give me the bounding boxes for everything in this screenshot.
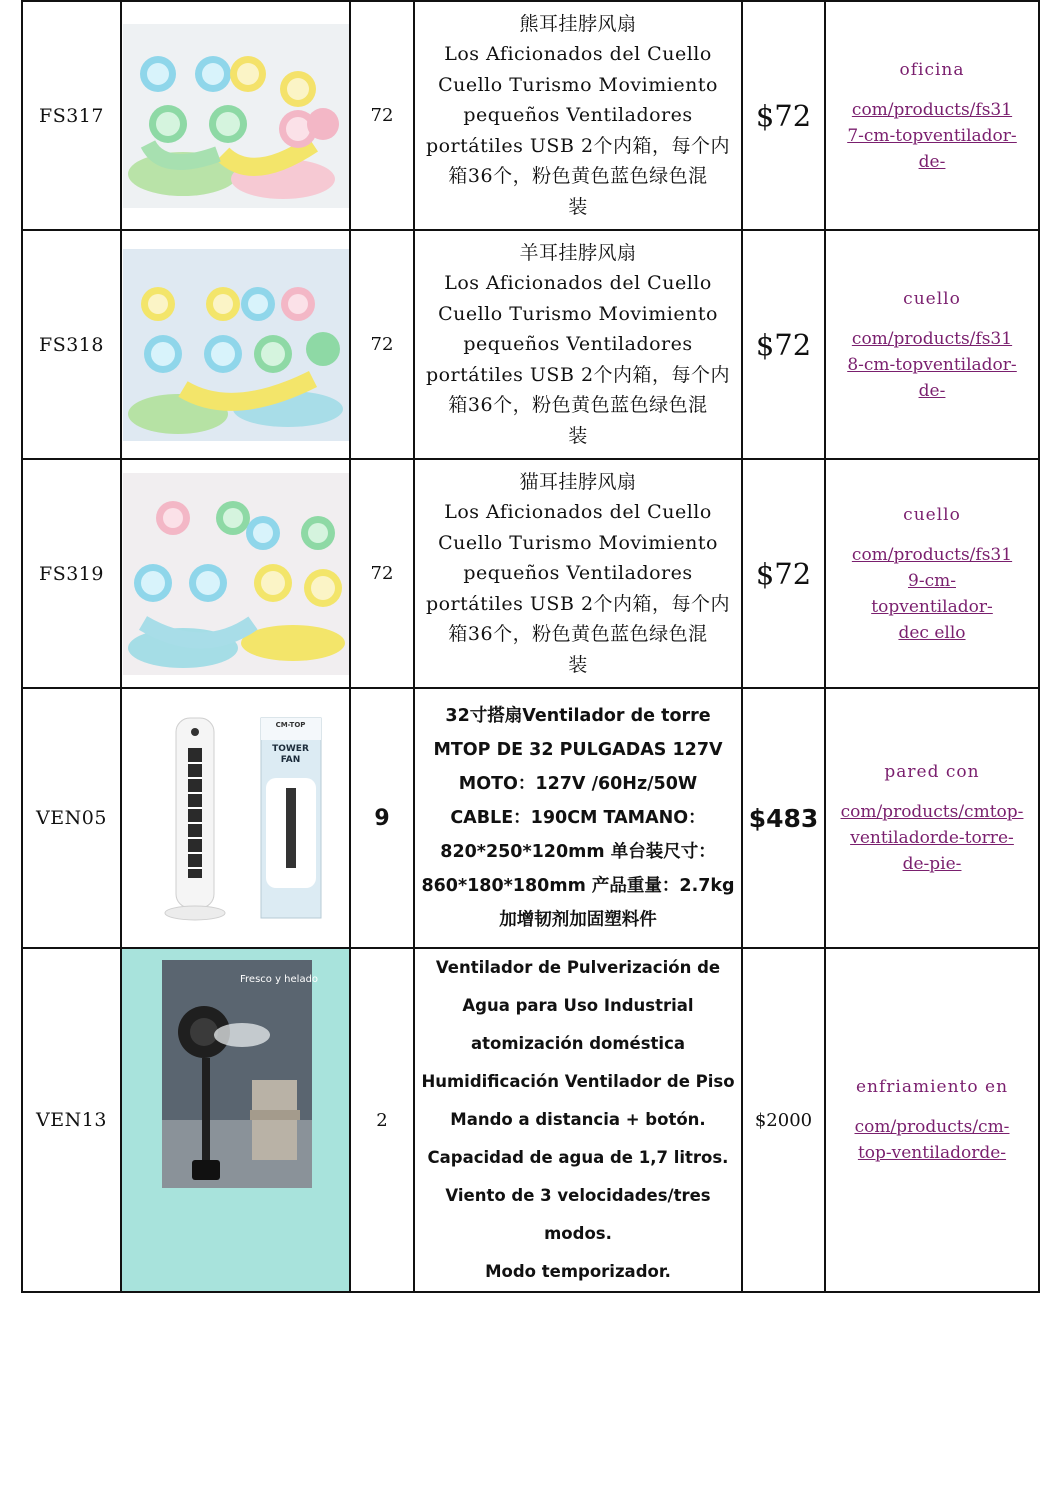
quantity: 2 [350,948,414,1292]
description-line: Viento de 3 velocidades/tres [445,1186,711,1205]
product-link[interactable] [826,97,1038,175]
description-line: Cuello Turismo Movimiento [438,302,718,325]
description-line: Cuello Turismo Movimiento [438,73,718,96]
neck-fan-cat-image [123,473,349,675]
product-title: 猫耳挂脖风扇 [519,470,637,493]
tower-fan-image [136,708,336,928]
product-code: FS317 [22,1,121,230]
product-image-cell [121,459,350,688]
product-code: FS319 [22,459,121,688]
description-line: portátiles USB 2个内箱，每个内 [425,363,731,386]
product-image-cell [121,688,350,948]
description-line: pequeños Ventiladores [463,104,693,127]
product-link[interactable] [826,542,1038,646]
product-link[interactable] [826,326,1038,404]
link-line[interactable]: com/products/fs31 [851,544,1013,565]
description-line: 箱36个，粉色黄色蓝色绿色混 [448,623,708,646]
description-line: CABLE：190CM TAMANO： [450,808,706,828]
quantity: 72 [350,459,414,688]
link-prefix: cuello [903,504,961,525]
product-link-cell [825,459,1039,688]
product-title: 羊耳挂脖风扇 [519,241,637,264]
link-line[interactable]: dec ello [898,622,966,643]
quantity: 9 [350,688,414,948]
link-line[interactable]: com/products/cmtop- [840,802,1024,822]
product-table-container [21,0,1040,1293]
link-prefix: enfriamiento en [855,1077,1009,1097]
mist-fan-poster-image [122,960,350,1280]
price: $72 [742,230,825,459]
product-image-cell [121,230,350,459]
description-line: Modo temporizador. [485,1262,671,1281]
link-prefix: cuello [903,288,961,309]
product-code: VEN13 [22,948,121,1292]
product-link-cell [825,1,1039,230]
product-title: 熊耳挂脖风扇 [519,12,637,35]
description-line: 装 [568,195,588,218]
description-line: 装 [568,424,588,447]
link-line[interactable]: de- [918,380,946,401]
product-table [21,0,1040,1293]
description-line: atomización doméstica [470,1034,686,1053]
link-line[interactable]: 7-cm-topventilador- [847,125,1017,146]
box-product-label: TOWER FAN [272,744,309,765]
product-image-cell [121,948,350,1292]
link-line[interactable]: 9-cm- [908,570,956,591]
product-description [414,1,742,230]
product-link-cell [825,230,1039,459]
neck-fan-bear-image [123,24,349,208]
link-line[interactable]: com/products/fs31 [851,99,1013,120]
link-prefix: oficina [899,59,965,80]
description-line: Los Aficionados del Cuello [444,43,712,66]
description-line: 860*180*180mm 产品重量：2.7kg [421,876,735,896]
description-line: pequeños Ventiladores [463,562,693,585]
quantity: 72 [350,230,414,459]
price: $72 [742,459,825,688]
description-line: Capacidad de agua de 1,7 litros. [427,1148,729,1167]
link-line[interactable]: com/products/cm- [854,1117,1010,1137]
description-line: Los Aficionados del Cuello [444,272,712,295]
table-row [22,459,1039,688]
link-line[interactable]: com/products/fs31 [851,328,1013,349]
description-line: MOTO：127V /60Hz/50W [458,774,698,794]
link-line[interactable]: ventiladorde-torre- [850,828,1014,848]
description-line: MTOP DE 32 PULGADAS 127V [433,740,723,760]
description-line: 箱36个，粉色黄色蓝色绿色混 [448,394,708,417]
product-description [414,948,742,1292]
description-line: Mando a distancia + botón. [450,1110,706,1129]
description-line: 32寸搭扇Ventilador de torre [445,706,711,726]
description-line: Los Aficionados del Cuello [444,501,712,524]
product-code: VEN05 [22,688,121,948]
description-line: pequeños Ventiladores [463,333,693,356]
price: $2000 [742,948,825,1292]
table-row [22,688,1039,948]
description-line: 箱36个，粉色黄色蓝色绿色混 [448,165,708,188]
box-brand-label: CM-TOP [275,721,306,729]
description-line: Humidificación Ventilador de Piso [421,1072,735,1091]
quantity: 72 [350,1,414,230]
description-line: portátiles USB 2个内箱，每个内 [425,134,731,157]
product-link-cell [825,688,1039,948]
description-line: 加增韧剂加固塑料件 [499,910,657,930]
link-line[interactable]: de- [918,151,946,172]
price: $483 [742,688,825,948]
link-prefix: pared con [884,762,980,782]
table-row [22,1,1039,230]
product-link[interactable] [826,1114,1038,1166]
link-line[interactable]: 8-cm-topventilador- [847,354,1017,375]
link-line[interactable]: top-ventiladorde- [857,1143,1007,1163]
description-line: 820*250*120mm 单台装尺寸： [440,842,716,862]
product-code: FS318 [22,230,121,459]
price: $72 [742,1,825,230]
product-link[interactable] [826,799,1038,877]
description-line: Ventilador de Pulverización de [435,958,721,977]
description-line: Cuello Turismo Movimiento [438,531,718,554]
table-row [22,230,1039,459]
description-line: modos. [544,1224,612,1243]
description-line: portátiles USB 2个内箱，每个内 [425,592,731,615]
description-line: 装 [568,653,588,676]
link-line[interactable]: topventilador- [871,596,993,617]
description-line: Agua para Uso Industrial [462,996,694,1015]
poster-caption: Fresco y helado [240,974,319,985]
product-description [414,688,742,948]
product-description [414,230,742,459]
product-link-cell [825,948,1039,1292]
neck-fan-sheep-image [123,249,349,441]
product-image-cell [121,1,350,230]
product-description [414,459,742,688]
link-line[interactable]: de-pie- [902,854,962,874]
table-row [22,948,1039,1292]
